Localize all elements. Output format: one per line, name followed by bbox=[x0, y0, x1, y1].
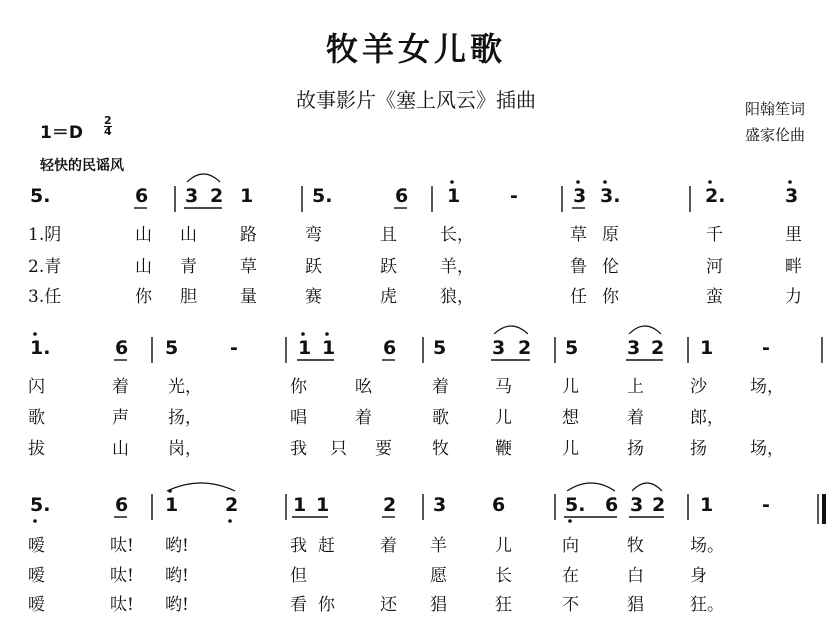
lyric-syllable: 在 bbox=[562, 566, 579, 586]
slur-arc bbox=[567, 483, 615, 491]
lyric-syllable: 马 bbox=[495, 377, 512, 397]
lyric-syllable: 狼， bbox=[440, 287, 474, 307]
lyric-syllable: 向 bbox=[562, 536, 579, 556]
lyric-syllable: 场， bbox=[750, 377, 784, 397]
lyric-syllable: 蛮 bbox=[706, 287, 723, 307]
lyric-syllable: 呔! bbox=[110, 595, 134, 615]
composer-credit: 盛家伦曲 bbox=[745, 126, 806, 144]
lyric-syllable: 任 bbox=[570, 287, 587, 307]
lyric-syllable: 儿 bbox=[495, 408, 512, 428]
note: 1 bbox=[240, 185, 254, 207]
lyric-syllable: 弯 bbox=[305, 225, 322, 245]
note: - bbox=[762, 494, 770, 516]
lyric-syllable: 2.青 bbox=[28, 257, 62, 277]
lyric-syllable: 我 bbox=[290, 439, 307, 459]
note: 1 bbox=[293, 494, 307, 516]
lyric-syllable: 鞭 bbox=[495, 439, 512, 459]
note: 5 bbox=[433, 337, 447, 359]
note: 5. bbox=[565, 494, 586, 516]
note: 3 bbox=[492, 337, 506, 359]
note: 5. bbox=[30, 494, 51, 516]
lyric-syllable: 哟! bbox=[165, 536, 189, 556]
note: 1 bbox=[700, 494, 714, 516]
note: 2. bbox=[705, 185, 726, 207]
lyric-syllable: 山 bbox=[135, 257, 152, 277]
lyric-syllable: 你 bbox=[135, 287, 152, 307]
lyric-syllable: 伦 bbox=[602, 257, 619, 277]
lyric-syllable: 长， bbox=[440, 225, 474, 245]
note: 1 bbox=[322, 337, 336, 359]
lyric-syllable: 唱 bbox=[290, 408, 307, 428]
lyric-syllable: 但 bbox=[290, 566, 307, 586]
octave-dot-below bbox=[33, 519, 37, 523]
note: 3 bbox=[185, 185, 199, 207]
note: 5 bbox=[565, 337, 579, 359]
lyric-syllable: 光， bbox=[168, 377, 202, 397]
lyric-syllable: 嗳 bbox=[28, 595, 45, 615]
note: 2 bbox=[651, 337, 665, 359]
lyric-syllable: 上 bbox=[627, 377, 644, 397]
lyric-syllable: 畔 bbox=[785, 257, 802, 277]
lyric-syllable: 青 bbox=[180, 257, 197, 277]
lyric-syllable: 还 bbox=[380, 595, 397, 615]
lyric-syllable: 你 bbox=[602, 287, 619, 307]
lyric-syllable: 嗳 bbox=[28, 536, 45, 556]
note: 1 bbox=[700, 337, 714, 359]
lyric-syllable: 长 bbox=[495, 566, 512, 586]
lyric-syllable: 牧 bbox=[627, 536, 644, 556]
note: 1 bbox=[298, 337, 312, 359]
note: 3 bbox=[573, 185, 587, 207]
octave-dot-above bbox=[301, 332, 305, 336]
lyric-syllable: 嗳 bbox=[28, 566, 45, 586]
lyric-syllable: 着 bbox=[432, 377, 449, 397]
slur-arc bbox=[167, 483, 235, 491]
lyric-syllable: 儿 bbox=[495, 536, 512, 556]
octave-dot-below bbox=[228, 519, 232, 523]
lyric-syllable: 猖 bbox=[430, 595, 447, 615]
lyric-syllable: 白 bbox=[627, 566, 644, 586]
note: 2 bbox=[518, 337, 532, 359]
note: 6 bbox=[135, 185, 149, 207]
lyric-syllable: 呔! bbox=[110, 536, 134, 556]
lyric-syllable: 郎， bbox=[690, 408, 724, 428]
lyric-syllable: 只 bbox=[330, 439, 347, 459]
lyric-syllable: 草 bbox=[240, 257, 257, 277]
lyric-syllable: 哟! bbox=[165, 595, 189, 615]
slur-arc bbox=[629, 326, 661, 334]
lyric-syllable: 羊 bbox=[430, 536, 447, 556]
lyric-syllable: 儿 bbox=[562, 377, 579, 397]
lyric-syllable: 牧 bbox=[432, 439, 449, 459]
time-signature-bottom: 4 bbox=[104, 125, 112, 138]
lyric-syllable: 力 bbox=[785, 287, 802, 307]
lyric-syllable: 虎 bbox=[380, 287, 397, 307]
note: 6 bbox=[383, 337, 397, 359]
lyric-syllable: 儿 bbox=[562, 439, 579, 459]
lyric-syllable: 我 bbox=[290, 536, 307, 556]
lyric-syllable: 吆 bbox=[355, 377, 372, 397]
lyric-syllable: 胆 bbox=[180, 287, 197, 307]
slur-arc bbox=[632, 483, 662, 491]
lyric-syllable: 赛 bbox=[305, 287, 322, 307]
lyric-syllable: 哟! bbox=[165, 566, 189, 586]
octave-dot-above bbox=[450, 180, 454, 184]
note: 3 bbox=[785, 185, 799, 207]
lyric-syllable: 扬 bbox=[690, 439, 707, 459]
lyric-syllable: 跃 bbox=[305, 257, 322, 277]
lyric-syllable: 呔! bbox=[110, 566, 134, 586]
lyric-syllable: 3.任 bbox=[28, 287, 62, 307]
note: 1. bbox=[30, 337, 51, 359]
note: 6 bbox=[115, 337, 129, 359]
note: 6 bbox=[395, 185, 409, 207]
lyric-syllable: 狂 bbox=[495, 595, 512, 615]
lyric-syllable: 且 bbox=[380, 225, 397, 245]
note: 5. bbox=[30, 185, 51, 207]
note: 5. bbox=[312, 185, 333, 207]
lyric-syllable: 着 bbox=[380, 536, 397, 556]
note: 6 bbox=[115, 494, 129, 516]
octave-dot-above bbox=[708, 180, 712, 184]
lyric-syllable: 河 bbox=[706, 257, 723, 277]
lyric-syllable: 愿 bbox=[430, 566, 447, 586]
note: - bbox=[230, 337, 238, 359]
lyric-syllable: 身 bbox=[690, 566, 707, 586]
lyric-syllable: 原 bbox=[602, 225, 619, 245]
lyric-syllable: 声 bbox=[112, 408, 129, 428]
lyric-syllable: 扬， bbox=[168, 408, 202, 428]
lyric-syllable: 跃 bbox=[380, 257, 397, 277]
lyric-syllable: 猖 bbox=[627, 595, 644, 615]
octave-dot-above bbox=[576, 180, 580, 184]
note: 3 bbox=[627, 337, 641, 359]
lyric-syllable: 狂。 bbox=[690, 595, 724, 615]
lyric-syllable: 你 bbox=[318, 595, 335, 615]
octave-dot-above bbox=[788, 180, 792, 184]
song-subtitle: 故事影片《塞上风云》插曲 bbox=[296, 88, 536, 112]
note: 1 bbox=[316, 494, 330, 516]
note: 2 bbox=[652, 494, 666, 516]
lyric-syllable: 里 bbox=[785, 225, 802, 245]
lyric-syllable: 羊， bbox=[440, 257, 474, 277]
lyric-syllable: 山 bbox=[180, 225, 197, 245]
lyric-syllable: 赶 bbox=[318, 536, 335, 556]
lyricist-credit: 阳翰笙词 bbox=[745, 100, 806, 118]
octave-dot-above bbox=[33, 332, 37, 336]
slur-arc bbox=[494, 326, 528, 334]
octave-dot-above bbox=[603, 180, 607, 184]
lyric-syllable: 量 bbox=[240, 287, 257, 307]
octave-dot-above bbox=[325, 332, 329, 336]
tempo-marking: 轻快的民谣风 bbox=[40, 158, 124, 174]
lyric-syllable: 拔 bbox=[28, 439, 45, 459]
key-signature: 1＝D bbox=[40, 123, 83, 143]
lyric-syllable: 你 bbox=[290, 377, 307, 397]
note: 2 bbox=[383, 494, 397, 516]
time-signature-top: 2 bbox=[104, 114, 112, 127]
lyric-syllable: 要 bbox=[375, 439, 392, 459]
lyric-syllable: 场， bbox=[750, 439, 784, 459]
lyric-syllable: 着 bbox=[355, 408, 372, 428]
note: 3. bbox=[600, 185, 621, 207]
lyric-syllable: 扬 bbox=[627, 439, 644, 459]
note: 2 bbox=[210, 185, 224, 207]
note: 6 bbox=[605, 494, 619, 516]
lyric-syllable: 千 bbox=[706, 225, 723, 245]
lyric-syllable: 不 bbox=[562, 595, 579, 615]
lyric-syllable: 沙 bbox=[690, 377, 707, 397]
note: 3 bbox=[630, 494, 644, 516]
note: 1 bbox=[165, 494, 179, 516]
note: 6 bbox=[492, 494, 506, 516]
lyric-syllable: 想 bbox=[562, 408, 579, 428]
song-title: 牧羊女儿歌 bbox=[325, 30, 506, 68]
note: - bbox=[762, 337, 770, 359]
lyric-syllable: 场。 bbox=[690, 536, 724, 556]
note: - bbox=[510, 185, 518, 207]
note: 5 bbox=[165, 337, 179, 359]
lyric-syllable: 山 bbox=[112, 439, 129, 459]
lyric-syllable: 闪 bbox=[28, 377, 45, 397]
lyric-syllable: 山 bbox=[135, 225, 152, 245]
note: 1 bbox=[447, 185, 461, 207]
lyric-syllable: 草 bbox=[570, 225, 587, 245]
lyric-syllable: 歌 bbox=[28, 408, 45, 428]
lyric-syllable: 歌 bbox=[432, 408, 449, 428]
note: 2 bbox=[225, 494, 239, 516]
lyric-syllable: 路 bbox=[240, 225, 257, 245]
slur-arc bbox=[187, 174, 220, 182]
note: 3 bbox=[433, 494, 447, 516]
lyric-syllable: 岗， bbox=[168, 439, 202, 459]
lyric-syllable: 鲁 bbox=[570, 257, 587, 277]
lyric-syllable: 着 bbox=[112, 377, 129, 397]
lyric-syllable: 看 bbox=[290, 595, 307, 615]
lyric-syllable: 着 bbox=[627, 408, 644, 428]
octave-dot-below bbox=[568, 519, 572, 523]
lyric-syllable: 1.阴 bbox=[28, 225, 62, 245]
